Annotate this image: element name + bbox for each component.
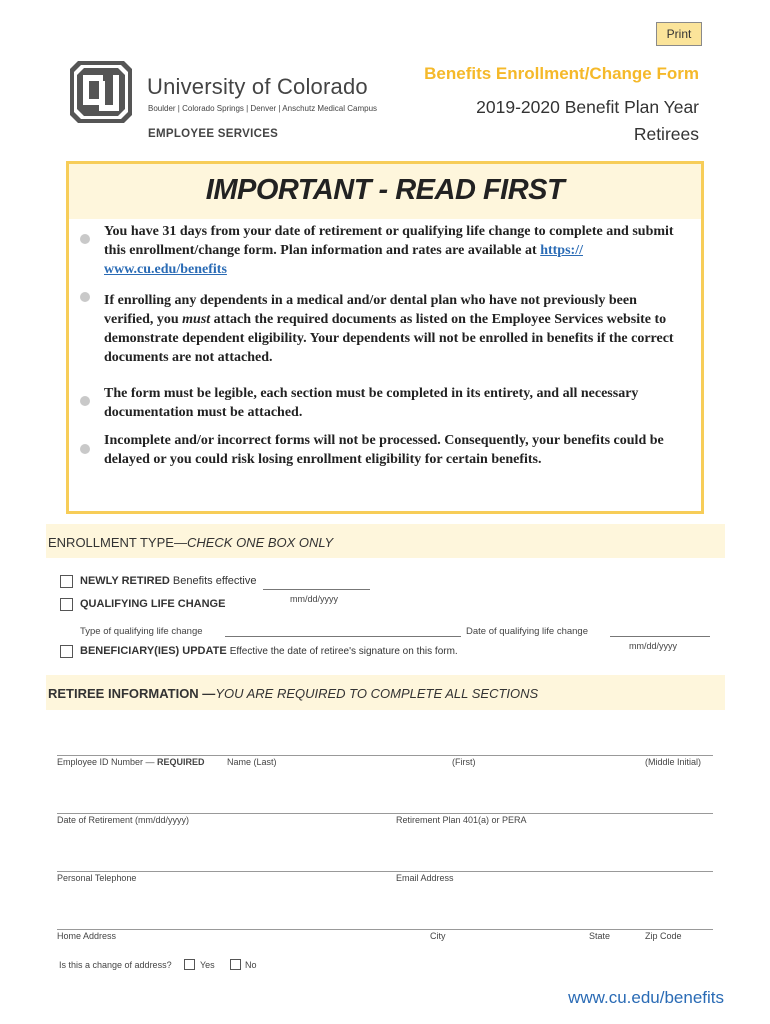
retirement-row-line[interactable] xyxy=(57,813,713,814)
plan-year: 2019-2020 Benefit Plan Year xyxy=(476,97,699,117)
campus-list: Boulder | Colorado Springs | Denver | Anschutz Medical Campus xyxy=(148,104,378,113)
bullet-icon xyxy=(80,292,90,302)
beneficiary-update-label: BENEFICIARY(IES) UPDATE Effective the date of retiree's signature on this form. xyxy=(80,645,458,657)
form-title: Benefits Enrollment/Change Form xyxy=(424,64,699,83)
qualifying-life-change-checkbox[interactable] xyxy=(60,598,73,611)
yes-label: Yes xyxy=(200,960,215,970)
date-format-hint: mm/dd/yyyy xyxy=(629,641,678,651)
bullet-incomplete: Incomplete and/or incorrect forms will not be processed. Consequently, your benefits could be delayed or you could risk losing enrollment eligibility for certain benefits. xyxy=(104,433,664,467)
bullet-icon xyxy=(80,234,90,244)
benefits-effective-date-field[interactable] xyxy=(263,589,370,590)
email-address-label: Email Address xyxy=(396,873,454,883)
date-of-change-label: Date of qualifying life change xyxy=(466,626,588,637)
important-title: IMPORTANT - READ FIRST xyxy=(205,174,565,206)
bullet-icon xyxy=(80,396,90,406)
cu-logo-icon xyxy=(70,61,132,123)
change-of-address-label: Is this a change of address? xyxy=(59,960,172,970)
retiree-section-title: RETIREE INFORMATION —YOU ARE REQUIRED TO COMPLETE ALL SECTIONS xyxy=(48,686,539,701)
newly-retired-label: NEWLY RETIRED Benefits effective xyxy=(80,575,257,587)
address-change-yes-checkbox[interactable] xyxy=(184,959,195,970)
name-last-label: Name (Last) xyxy=(227,757,277,767)
type-of-change-label: Type of qualifying life change xyxy=(80,626,203,637)
middle-initial-label: (Middle Initial) xyxy=(645,757,702,767)
retirement-plan-label: Retirement Plan 401(a) or PERA xyxy=(396,815,527,825)
beneficiary-update-checkbox[interactable] xyxy=(60,645,73,658)
state-label: State xyxy=(589,931,611,941)
address-change-no-checkbox[interactable] xyxy=(230,959,241,970)
newly-retired-checkbox[interactable] xyxy=(60,575,73,588)
employee-id-label: Employee ID Number — REQUIRED xyxy=(57,757,205,767)
name-first-label: (First) xyxy=(452,757,476,767)
footer-benefits-link[interactable]: www.cu.edu/benefits xyxy=(568,988,724,1007)
benefits-link[interactable]: https:// www.cu.edu/benefits xyxy=(104,243,583,277)
home-address-label: Home Address xyxy=(57,931,117,941)
date-of-change-field[interactable] xyxy=(610,636,710,637)
address-row-line[interactable] xyxy=(57,929,713,930)
qualifying-life-change-label: QUALIFYING LIFE CHANGE xyxy=(80,598,226,610)
date-format-hint: mm/dd/yyyy xyxy=(290,594,339,604)
plan-audience: Retirees xyxy=(633,124,699,144)
zip-code-label: Zip Code xyxy=(645,931,682,941)
personal-telephone-label: Personal Telephone xyxy=(57,873,137,883)
bullet-deadline: You have 31 days from your date of retirement or qualifying life change to complete and submit this enrollment/change form. Plan information and rates are available at https:// www.cu.edu/benefits xyxy=(104,224,674,277)
print-button[interactable]: Print xyxy=(656,22,702,46)
bullet-legible: The form must be legible, each section must be completed in its entirety, and all necessary documentation must be attached. xyxy=(104,386,639,420)
enrollment-section-title: ENROLLMENT TYPE—CHECK ONE BOX ONLY xyxy=(48,535,334,550)
city-label: City xyxy=(430,931,446,941)
no-label: No xyxy=(245,960,257,970)
university-name: University of Colorado xyxy=(147,74,368,99)
date-of-retirement-label: Date of Retirement (mm/dd/yyyy) xyxy=(57,815,190,825)
contact-row-line[interactable] xyxy=(57,871,713,872)
bullet-icon xyxy=(80,444,90,454)
name-row-line[interactable] xyxy=(57,755,713,756)
bullet-dependents: If enrolling any dependents in a medical and/or dental plan who have not previously been verified, you must attach the required documents as listed on the Employee Services website to demonstrate dependent eligibility. Your dependents will not be enrolled in benefits if the correct documents are not attached. xyxy=(104,293,674,365)
department-name: EMPLOYEE SERVICES xyxy=(148,128,279,140)
type-of-change-field[interactable] xyxy=(225,636,461,637)
